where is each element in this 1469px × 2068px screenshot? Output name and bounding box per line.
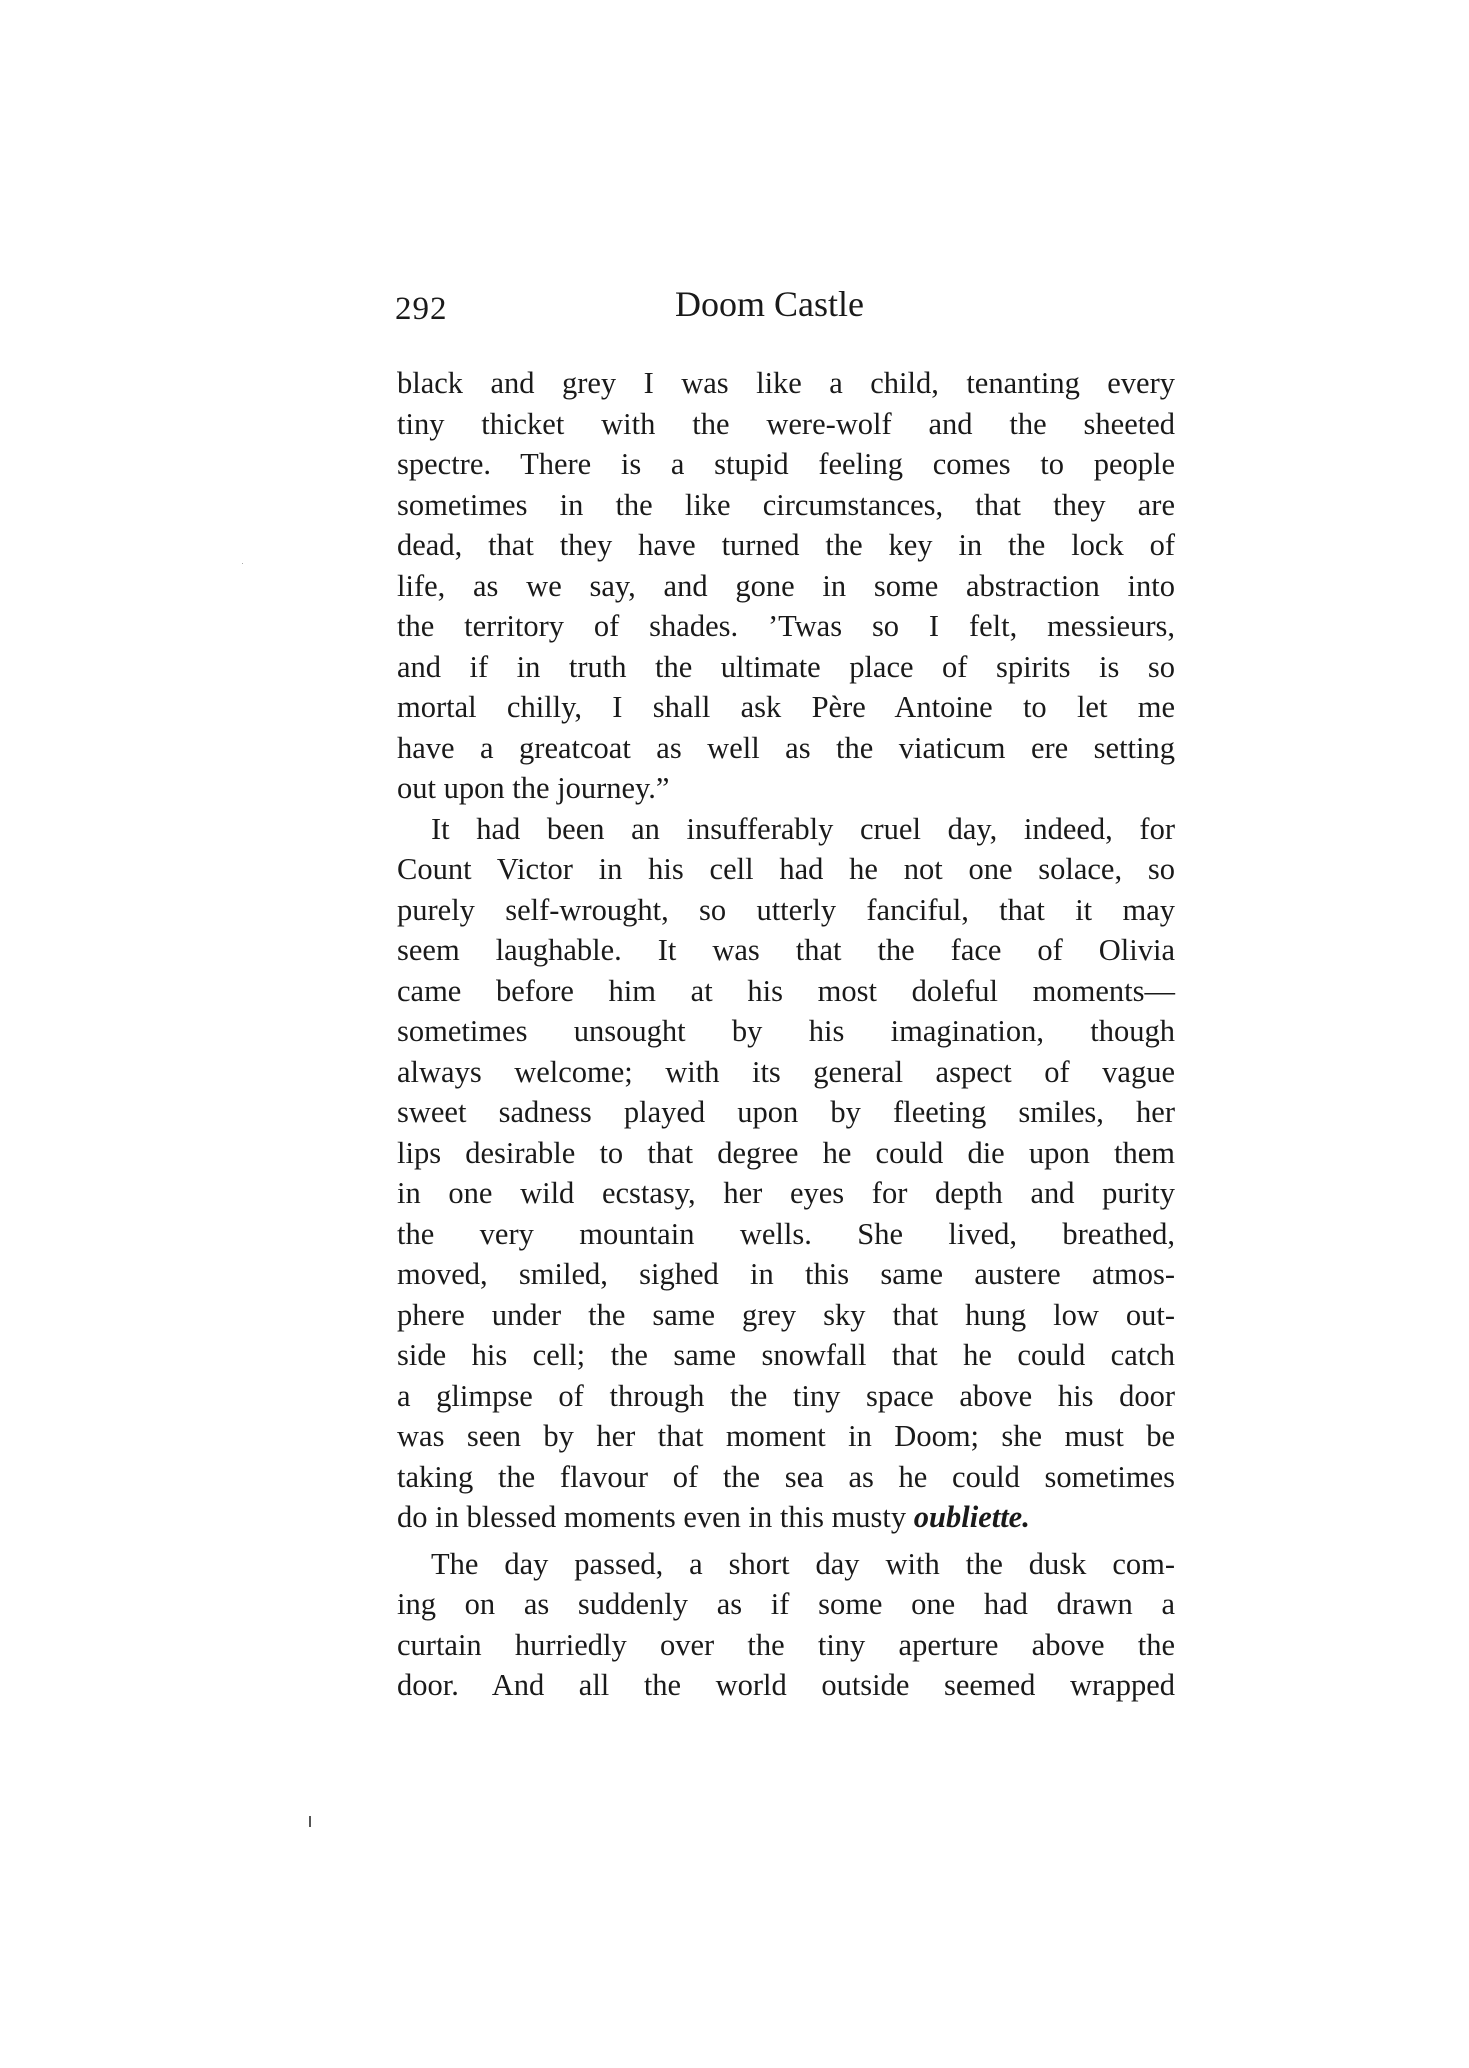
text-line: phere under the same grey sky that hung low out-	[397, 1297, 1175, 1332]
text-line: black and grey I was like a child, tenanting every	[397, 366, 1175, 400]
text-line: have a greatcoat as well as the viaticum ere setting	[397, 730, 1175, 765]
text-line: The day passed, a short day with the dusk com-	[431, 1546, 1175, 1581]
text-line: side his cell; the same snowfall that he could catch	[397, 1338, 1175, 1372]
text-run: do in blessed moments even in this musty	[397, 1500, 914, 1534]
book-title: Doom Castle	[675, 284, 864, 324]
text-line: life, as we say, and gone in some abstraction into	[397, 568, 1175, 603]
text-line: mortal chilly, I shall ask Père Antoine to let me	[397, 690, 1175, 724]
text-line: ing on as suddenly as if some one had drawn a	[397, 1587, 1175, 1621]
text-line: and if in truth the ultimate place of spirits is so	[397, 649, 1175, 684]
text-line: always welcome; with its general aspect of vague	[397, 1054, 1175, 1089]
text-line: Count Victor in his cell had he not one solace, so	[397, 852, 1175, 886]
text-line: the territory of shades. ’Twas so I felt, messieurs,	[397, 609, 1175, 643]
text-line: seem laughable. It was that the face of Olivia	[397, 933, 1175, 967]
paragraph	[397, 809, 1175, 1538]
paragraph	[397, 363, 1175, 809]
text-line: spectre. There is a stupid feeling comes to people	[397, 447, 1175, 481]
text-line: dead, that they have turned the key in the lock of	[397, 528, 1175, 562]
paragraph	[397, 1544, 1175, 1706]
text-line: door. And all the world outside seemed wrapped	[397, 1668, 1175, 1702]
text-line: purely self-wrought, so utterly fanciful, that it may	[397, 892, 1175, 927]
text-line: lips desirable to that degree he could die upon them	[397, 1135, 1175, 1170]
text-line: taking the flavour of the sea as he could sometimes	[397, 1459, 1175, 1494]
body-text	[397, 363, 1175, 1706]
text-line: the very mountain wells. She lived, breathed,	[397, 1216, 1175, 1251]
scan-speck	[242, 563, 243, 564]
text-line: curtain hurriedly over the tiny aperture above the	[397, 1627, 1175, 1662]
text-line: out upon the journey.”	[397, 771, 670, 805]
text-line: sometimes unsought by his imagination, though	[397, 1014, 1175, 1048]
text-line: a glimpse of through the tiny space above his door	[397, 1378, 1175, 1413]
text-line: tiny thicket with the were-wolf and the sheeted	[397, 406, 1175, 441]
text-line: came before him at his most doleful moments—	[397, 973, 1175, 1008]
margin-tick	[309, 1816, 311, 1827]
text-line: sweet sadness played upon by fleeting smiles, her	[397, 1095, 1175, 1129]
text-line: was seen by her that moment in Doom; she must be	[397, 1419, 1175, 1453]
text-line: in one wild ecstasy, her eyes for depth and purity	[397, 1176, 1175, 1210]
page-number: 292	[395, 291, 448, 327]
text-line: It had been an insufferably cruel day, indeed, for	[431, 811, 1175, 846]
text-line: moved, smiled, sighed in this same austere atmos-	[397, 1257, 1175, 1291]
running-head	[395, 283, 1175, 333]
italic-word: oubliette.	[913, 1500, 1030, 1534]
text-line	[397, 1497, 1175, 1538]
text-line: sometimes in the like circumstances, that they are	[397, 487, 1175, 522]
